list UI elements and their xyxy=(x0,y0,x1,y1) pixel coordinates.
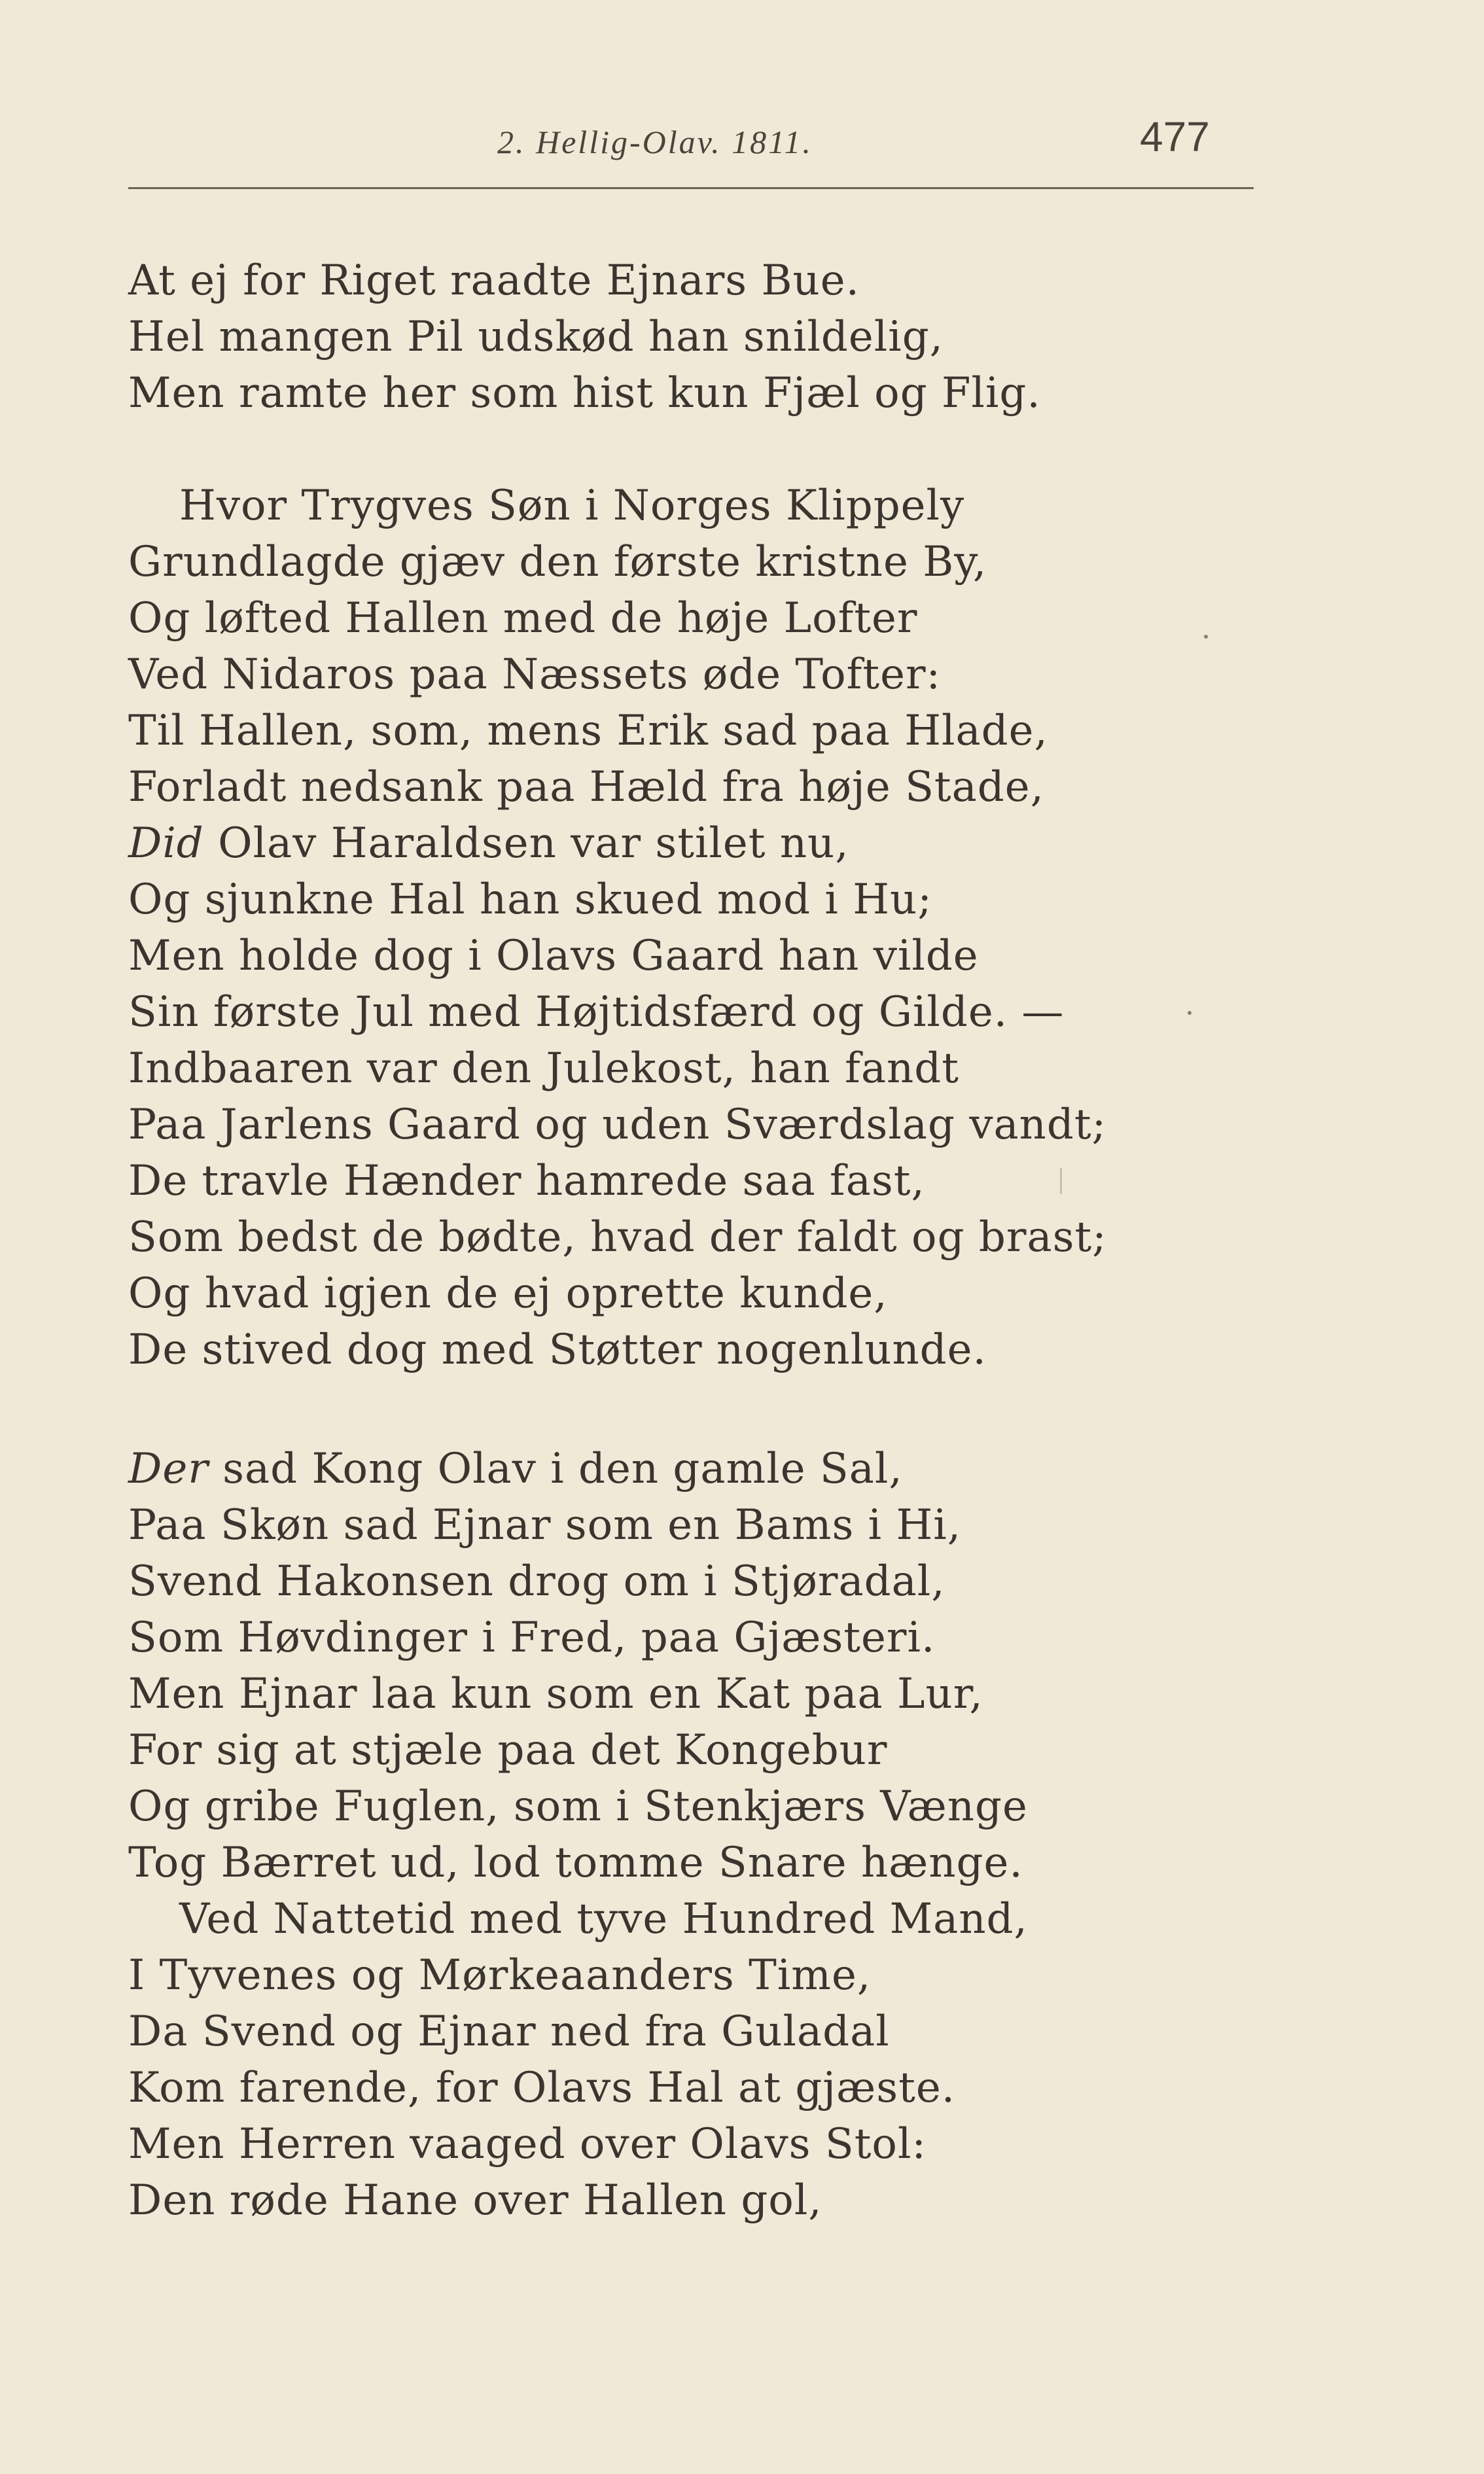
running-title: 2. Hellig-Olav. 1811. xyxy=(497,124,813,160)
verse-line: Den røde Hane over Hallen gol, xyxy=(128,2176,822,2225)
verse-line xyxy=(128,1441,1028,1497)
verse-line: Svend Hakonsen drog om i Stjøradal, xyxy=(128,1557,945,1606)
verse-line: Paa Skøn sad Ejnar som en Bams i Hi, xyxy=(128,1501,962,1549)
verse-line: Men Ejnar laa kun som en Kat paa Lur, xyxy=(128,1670,983,1718)
verse-line: Ved Nattetid med tyve Hundred Mand, xyxy=(179,1895,1028,1943)
verse-text: Olav Haraldsen var stilet nu, xyxy=(218,819,849,868)
verse-line: Som bedst de bødte, hvad der faldt og brast; xyxy=(128,1213,1107,1262)
stanza-2 xyxy=(128,478,1107,1378)
running-head xyxy=(0,113,1484,165)
verse-line: For sig at stjæle paa det Kongebur xyxy=(128,1726,888,1775)
verse-line: Men holde dog i Olavs Gaard han vilde xyxy=(128,932,979,980)
verse-line: At ej for Riget raadte Ejnars Bue. xyxy=(128,256,860,305)
page-number: 477 xyxy=(1140,113,1210,160)
verse-line: Kom farende, for Olavs Hal at gjæste. xyxy=(128,2064,956,2112)
verse-line: De stived dog med Støtter nogenlunde. xyxy=(128,1326,987,1374)
verse-line: De travle Hænder hamrede saa fast, xyxy=(128,1157,925,1205)
verse-line: Ved Nidaros paa Næssets øde Tofter: xyxy=(128,650,942,699)
verse-line: Paa Jarlens Gaard og uden Sværdslag vandt; xyxy=(128,1101,1107,1149)
verse-line: Da Svend og Ejnar ned fra Guladal xyxy=(128,2007,890,2056)
verse-line: Men ramte her som hist kun Fjæl og Flig. xyxy=(128,369,1041,417)
header-rule xyxy=(128,187,1254,189)
verse-text: sad Kong Olav i den gamle Sal, xyxy=(222,1445,903,1493)
verse-line: Tog Bærret ud, lod tomme Snare hænge. xyxy=(128,1839,1023,1887)
paper-speck xyxy=(1060,1168,1062,1194)
verse-line: Og løfted Hallen med de høje Lofter xyxy=(128,594,918,643)
verse-line: I Tyvenes og Mørkeaanders Time, xyxy=(128,1951,872,2000)
verse-line: Indbaaren var den Julekost, han fandt xyxy=(128,1044,959,1093)
paper-speck xyxy=(1188,1011,1192,1015)
verse-line: Som Høvdinger i Fred, paa Gjæsteri. xyxy=(128,1614,936,1662)
paper-speck xyxy=(1204,635,1208,639)
verse-line: Hel mangen Pil udskød han snildelig, xyxy=(128,313,944,361)
verse-line: Og hvad igjen de ej oprette kunde, xyxy=(128,1269,888,1318)
stanza-3 xyxy=(128,1441,1028,2229)
verse-line: Sin første Jul med Højtidsfærd og Gilde. — xyxy=(128,988,1065,1036)
verse-line: Hvor Trygves Søn i Norges Klippely xyxy=(179,482,965,530)
verse-line: Forladt nedsank paa Hæld fra høje Stade, xyxy=(128,763,1044,811)
verse-line: Og sjunkne Hal han skued mod i Hu; xyxy=(128,875,932,924)
stanza-1 xyxy=(128,253,1041,421)
verse-line xyxy=(128,815,1107,872)
verse-line: Til Hallen, som, mens Erik sad paa Hlade, xyxy=(128,707,1048,755)
verse-line: Men Herren vaaged over Olavs Stol: xyxy=(128,2120,927,2168)
emphasis-word: Did xyxy=(128,819,204,868)
verse-line: Og gribe Fuglen, som i Stenkjærs Vænge xyxy=(128,1782,1028,1831)
verse-line: Grundlagde gjæv den første kristne By, xyxy=(128,538,987,586)
emphasis-word: Der xyxy=(128,1445,209,1493)
